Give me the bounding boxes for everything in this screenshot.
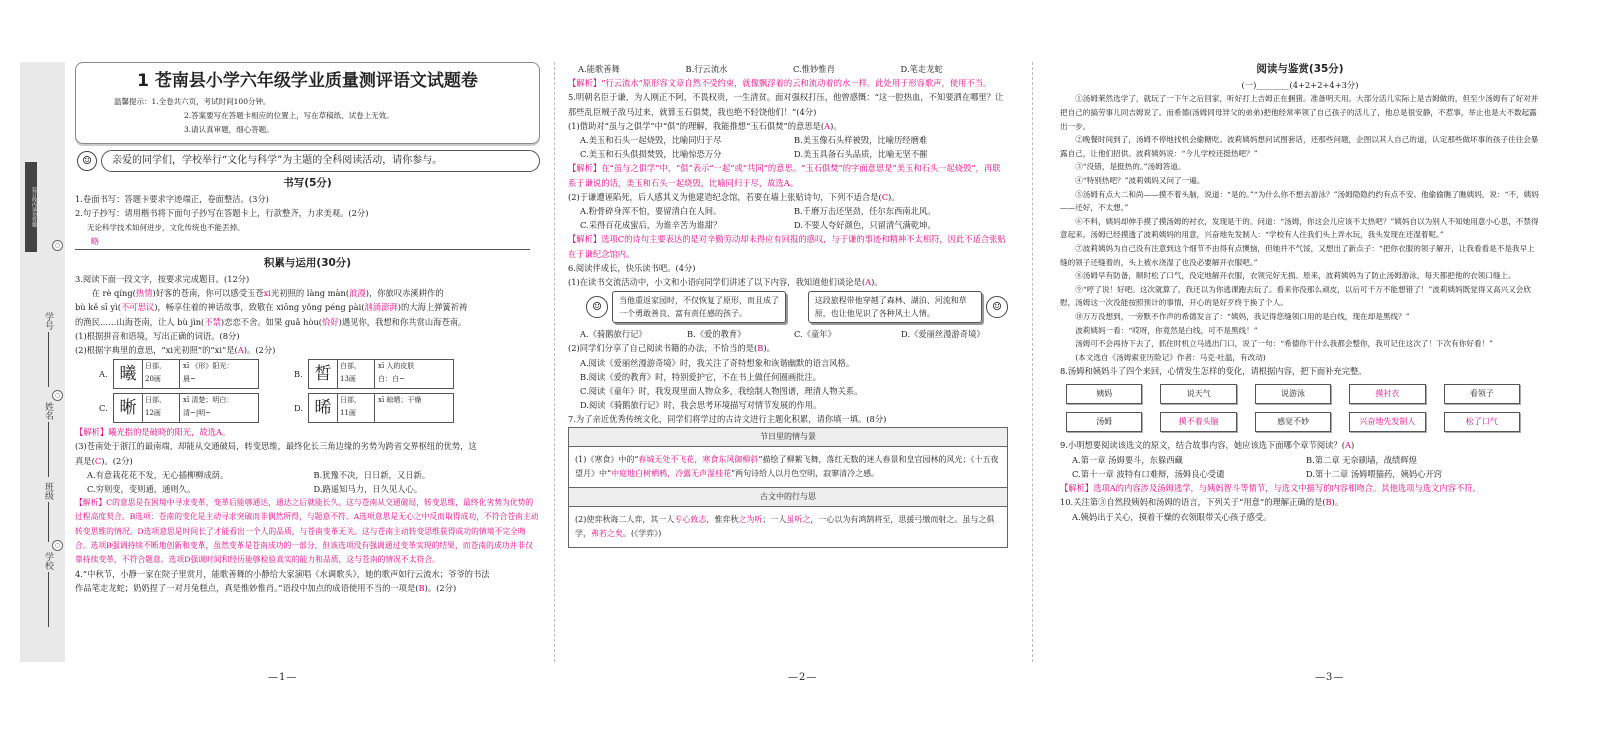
question-text: (1)在读书交流活动中，小文和小语向同学们讲述了以下内容，我知道他们谈论是(	[568, 277, 866, 288]
question-4	[75, 581, 540, 595]
q3-options	[75, 468, 540, 496]
option[interactable]: C.阅读《童年》时，我发现里面人物众多，我绘制人物图谱，理清人物关系。	[580, 386, 863, 397]
answer[interactable]: 中庭地白树栖鸦，冷露无声湿桂花	[611, 468, 732, 478]
answer[interactable]: 不禁	[204, 316, 221, 327]
binding-hole: ○	[52, 240, 63, 251]
question-text: (2)根据字典里的意思，“xi光初照”的“xi”是(	[75, 345, 238, 356]
answer[interactable]: 虽听之	[786, 514, 811, 524]
handwriting-answer: 略	[91, 236, 99, 246]
tip-line: 温馨提示：1.全卷共六页，考试时间100分钟。	[114, 97, 271, 106]
question-text: )。(2分)	[424, 583, 457, 594]
dict-def: xī 《形》阳光：	[183, 362, 234, 371]
dict-info: 日部，	[145, 362, 166, 371]
question-text: )。(2分)	[101, 455, 133, 466]
speech-bubbles	[568, 291, 1008, 323]
word-box-answer[interactable]: 摸不着头脑	[1160, 412, 1236, 432]
answer[interactable]: A	[1344, 440, 1351, 451]
question-text: 真是(	[75, 455, 95, 466]
dict-char: 皙	[309, 360, 338, 388]
option[interactable]: A.姨妈出于关心，摸着干燥的衣领眼带关心孩子感受。	[1072, 511, 1272, 522]
speech-bubble-right: 这段旅程带他穿越了森林、湖泊、河流和草原，也让他见识了各种风土人情。	[808, 291, 982, 323]
page-2	[568, 62, 1008, 662]
q6-1-options	[568, 327, 1008, 341]
dict-info: 白部，	[340, 362, 361, 371]
q4-options	[568, 62, 1008, 76]
dict-def: 白：白~	[378, 375, 405, 384]
option[interactable]: A.有意栽花花不发，无心插柳柳成荫。	[87, 469, 229, 480]
title-box	[75, 62, 540, 144]
school-label: 学校	[43, 552, 53, 570]
word-box-answer[interactable]: 兴奋地先发制人	[1349, 412, 1425, 432]
reading-subtitle: (一)________(4+2+2+4+3分)	[1241, 80, 1359, 91]
table-header: 节日里的情与景	[569, 427, 1008, 446]
q3-2-explanation: 【解析】曦光指的是破晓的阳光，故选A。	[75, 427, 231, 438]
option[interactable]: D.美玉具备石头品质，比喻无坚不摧	[794, 149, 928, 160]
table-text: ，惟弈秋	[706, 514, 739, 524]
option[interactable]: B.第二章 无奈刷墙，战绩辉煌	[1306, 454, 1417, 465]
option[interactable]: C.美玉和石头俱损焚毁，比喻惊恐万分	[580, 149, 722, 160]
tip-line: 3.请认真审题，细心答题。	[184, 125, 274, 134]
word-box-answer[interactable]: 摸衬衣	[1349, 384, 1425, 404]
table-row	[569, 446, 1008, 487]
q6-2-options	[568, 356, 1008, 413]
table-row	[569, 506, 1008, 547]
question-5: 5.明朝名臣于谦，为人刚正不阿，不畏权贵，一生清贫。面对强权打压，他曾感慨：“这一腔热血，不知要洒在哪里？让那些乱臣贼子敌马过来，就算玉石俱焚，我也绝不轻饶他们！”(4分)	[568, 92, 1004, 117]
option-label: D.	[294, 403, 303, 414]
answer[interactable]: 弗若之矣	[591, 528, 623, 538]
dict-info: 20画	[145, 375, 161, 384]
dict-char: 晰	[114, 394, 143, 422]
class-label: 班级	[43, 482, 53, 500]
question-10	[1060, 495, 1540, 509]
reading-paragraph: ⑧汤姆早有防备，顺时松了口气，没定地解开衣服，衣领完好无损。原来，波莉姨妈为了防止汤姆游泳，每天都把他的衣领口缝上。	[1075, 271, 1516, 281]
q6-sub-2	[568, 341, 1008, 355]
dict-info: 日部，	[145, 396, 166, 405]
q3-passage	[75, 300, 540, 314]
passage-text: )的大海上弹簧祈祷	[397, 302, 468, 313]
option[interactable]: C.采得百花成蜜后，为谁辛苦为谁甜？	[580, 220, 722, 231]
class-line[interactable]	[48, 502, 49, 542]
option[interactable]: B.行云流水	[685, 64, 728, 74]
id-line[interactable]	[48, 332, 49, 387]
option[interactable]: B.《爱的教育》	[687, 329, 746, 340]
q6-sub-1	[568, 275, 1008, 289]
boy-face-icon: ☺	[586, 296, 608, 318]
answer[interactable]: A	[865, 277, 872, 288]
option[interactable]: A.《骑鹅旅行记》	[580, 329, 647, 340]
dict-char: 晞	[309, 394, 338, 422]
reading-paragraph: 汤姆可不会再待下去了，抓住时机立马逃出门口，说了一句：“希德你干什么我都会整你，我可记住这次了！下次有你好看！”	[1075, 339, 1494, 349]
poetry-table	[568, 427, 1008, 548]
option[interactable]: D.路遥知马力，日久见人心。	[313, 484, 423, 495]
passage-text: 的渔民……山海苍南，让人 bù jìn(	[75, 316, 205, 327]
answer[interactable]: C	[94, 455, 102, 466]
dict-info: 12画	[145, 409, 161, 418]
q9-options	[1060, 453, 1540, 481]
page-divider	[1032, 62, 1033, 662]
question-6: 6.阅读伴成长，快乐读书吧。(4分)	[568, 262, 696, 273]
option[interactable]: B.美玉像石头样被毁，比喻历经磨难	[794, 135, 928, 146]
option-label: B.	[294, 369, 303, 380]
answer[interactable]: B	[757, 343, 764, 354]
binding-hole: ○	[52, 390, 63, 401]
q3-sub-2	[75, 343, 540, 357]
section-use-title: 积累与运用(30分)	[263, 256, 352, 269]
q9-explanation: 【解析】选项A的内容涉及汤姆逃学，与姨妈智斗等情节，与选文中描写的内容相吻合。其他选项与选文内容不符。	[1060, 483, 1481, 494]
option[interactable]: A.第一章 汤姆要斗，东躲西藏	[1072, 454, 1183, 465]
answer[interactable]: 汹涌澎湃	[364, 302, 398, 313]
intro-callout	[75, 150, 540, 172]
question-text: )	[1350, 440, 1355, 451]
table-text: ”描绘了柳絮飞舞，落红无数的迷人春景和皇宫园林的风光；《十五夜望月》中“	[575, 454, 999, 478]
word-box: 看领子	[1444, 384, 1520, 404]
speech-bubble-left: 当他重返家园时，不仅恢复了原形，而且成了一个勇敢善良、富有责任感的孩子。	[612, 291, 786, 323]
table-text: ；一人	[762, 514, 787, 524]
school-line[interactable]	[48, 572, 49, 627]
tip-line: 2.答案要写在答题卡相应的位置上，写在草稿纸、试卷上无效。	[184, 111, 394, 120]
table-text: ，一心以为有鸿鹄将至，思援弓缴而射之。虽与之俱学，	[575, 514, 995, 538]
answer[interactable]: 春城无处不飞花，寒食东风御柳斜	[638, 454, 759, 464]
name-label: 姓名	[43, 402, 53, 420]
dict-info: 11画	[340, 409, 356, 418]
copy-sentence: 无论科学技术如何进步，文化传统也不能丢掉。	[87, 222, 245, 232]
question-text: (2)于谦遭诬陷死，后人感其义为他建造纪念馆，若要在墙上张贴诗句，下列不适合是(	[568, 191, 882, 202]
option[interactable]: D.阅读《骑鹅旅行记》时，我会思考环境描写对情节发展的作用。	[580, 400, 822, 411]
option[interactable]: C.穷则变，变则通，通则久。	[87, 484, 196, 495]
q3-passage	[75, 315, 540, 329]
binding-margin	[20, 62, 65, 662]
girl-face-icon: ☺	[986, 296, 1008, 318]
answer[interactable]: A	[824, 120, 831, 131]
passage-text: 光初照的 làng màn(	[270, 288, 350, 299]
question-7: 7.为了亲近优秀传统文化，同学们将学过的古诗文进行主题化积累，请你填一填。(8分)	[568, 414, 887, 425]
dict-option[interactable]	[99, 359, 284, 389]
dict-def: xī 清楚；明白：	[183, 396, 234, 405]
passage-text: 在 rè qíng(	[91, 288, 136, 299]
page-number: —3—	[1315, 672, 1345, 683]
answer[interactable]: 热情	[135, 288, 153, 299]
option[interactable]: A.粉骨碎身浑不怕，要留清白在人间。	[580, 206, 722, 217]
question-9	[1060, 438, 1540, 452]
reading-source: (本文选自《汤姆索亚历险记》作者：马克·吐温，有改动)	[1075, 352, 1266, 362]
table-header: 古文中的行与思	[569, 487, 1008, 506]
q3-passage	[75, 286, 540, 300]
answer[interactable]: B	[1325, 497, 1332, 508]
passage-text: )好客的苍南，你可以感受玉苍	[152, 288, 264, 299]
page-3	[1060, 62, 1540, 662]
page-number: —1—	[268, 672, 298, 683]
table-text: 。(《学弈》)	[623, 528, 662, 538]
question-text: )。	[888, 191, 900, 202]
q5-sub-1	[568, 119, 1008, 133]
question-text: 10.关注第③自然段姨妈和汤姆的语言，下列关于“用意”的理解正确的是(	[1060, 497, 1326, 508]
answer[interactable]: 恰好	[322, 316, 339, 327]
question-text: )。	[871, 277, 883, 288]
question-8: 8.汤姆和姨妈斗了四个来回，心情发生怎样的变化，请根据内容，把下面补充完整。	[1060, 366, 1367, 377]
option[interactable]: A.美玉和石头一起烧毁，比喻同归于尽	[580, 135, 722, 146]
question-text: 作品笔走龙蛇；奶奶捏了一对月兔糕点，真是惟妙惟肖。”语段中加点的成语使用不当的一项是(	[75, 583, 419, 594]
option[interactable]: C.《童年》	[794, 329, 836, 340]
reading-paragraph: ④“特别热吧？”波莉姨妈又问了一遍。	[1075, 175, 1205, 185]
option[interactable]: A.能歌善舞	[578, 64, 620, 74]
question-1: 1.卷面书写：答题卡要求字迹端正，卷面整洁。(3分)	[75, 194, 269, 205]
dict-def: xī 人的皮肤	[378, 362, 415, 371]
option-label: C.	[99, 403, 108, 414]
option[interactable]: B.犹豫不决，日日新，又日新。	[313, 469, 431, 480]
page-divider	[554, 62, 555, 662]
table-text: (1)《寒食》中的“	[575, 454, 639, 464]
reading-paragraph: ⑩万万没想到，一旁默不作声的希德发言了：“姨妈，我记得您缝领口用的是白线，现在却是黑线？”	[1075, 311, 1410, 321]
question-text: (1)借助对“虽与之俱学”中“俱”的理解，我能推想“玉石俱焚”的意思是(	[568, 120, 825, 131]
option[interactable]: D.不要人夸好颜色，只留清气满乾坤。	[794, 220, 936, 231]
question-text: 9.小明想要阅读该选文的原文，结合故事内容，她应该选下面哪个章节阅读？(	[1060, 440, 1345, 451]
q3-sub-1: (1)根据拼音和语境，写出正确的词语。(8分)	[75, 330, 240, 341]
question-text: (2)同学们分享了自己阅读书籍的办法，不恰当的是(	[568, 343, 758, 354]
option[interactable]: B.千磨万击还坚劲，任尔东西南北风。	[794, 206, 936, 217]
binding-hole: ○	[52, 540, 63, 551]
reading-paragraph: ③“没错，是挺热的。”汤姆答道。	[1075, 162, 1186, 172]
dictionary-options	[99, 359, 540, 423]
page-number: —2—	[788, 672, 818, 683]
passage-text: )恋恋不舍。如果 guǎ hòu(	[220, 316, 323, 327]
id-label: 学号	[43, 312, 53, 330]
word-box: 感觉不妙	[1255, 412, 1331, 432]
q4-explanation: 【解析】“行云流水”原形容文章自然不受约束，就像飘浮着的云和流动着的水一样。此处用于形容歌声，使用不当。	[568, 78, 992, 89]
q5-sub-2	[568, 190, 1008, 204]
page-1	[75, 62, 540, 662]
reading-paragraph: ⑥不料，姨妈却伸手摸了摸汤姆的衬衣，发现是干的。问道：“汤姆，你这会儿应该不太热吧？”姨妈自以为别人不知她用意小心思，不禁得意起来。汤姆已经摸透了波莉姨妈的用意，兴奋地先发制人：“学校有人往我们头上弄水玩，我头发现在还湿着呢。”	[1060, 216, 1539, 240]
option[interactable]: C.第十一章 波特有口难辩，汤姆良心受谴	[1072, 468, 1225, 479]
option-label: A.	[99, 369, 108, 380]
table-text: ”两句诗给人以月色空明，寂寥清冷之感。	[731, 468, 880, 478]
answer[interactable]: B	[418, 583, 425, 594]
question-text: )。(2分)	[243, 345, 276, 356]
q3-3-explanation: 【解析】C的意思是在困境中寻求变革，变革后能够通达，通达之后就能长久。这与苍南从交通破局，转变思维，最终化劣势为优势的过程高度契合。B选项：苍南的变化是主动寻求突破而非偶然所得，与题意不符。A选项意思是无心之中反而取得成功，不符合苍南主动转变思维的情况。D选项意思是时间长了才能看出一个人的品质，与苍南变革无关。这与苍南主动转变思维获得成功的情境不完全吻合。选项B强调持续不断地创新和变革，虽然变革是苍南成功的一部分，但该选项没有强调通过变革实现的结果，而苍南的成功并非仅靠持续变革，不符合题意。选项D强调时间和经历能够检验真实的能力和品质，这与苍南的情况不太符合。	[75, 498, 539, 565]
dict-def: 晨~	[183, 375, 196, 384]
word-box: 说天气	[1160, 384, 1236, 404]
passage-text: bù kě sī yì(	[75, 302, 121, 313]
reading-paragraph: ⑨“哼了说！好吧。这次就算了，我还以为你逃课跑去玩了。看来你没那么顽皮，以后可千万不能想错了！”波莉姨妈既觉得又高兴又会欣慰，汤姆这一次没能按照预计的事情，开心的是好歹终于换了个人。	[1060, 284, 1531, 308]
intro-text: 亲爱的同学们，学校举行“文化与科学”为主题的全科阅读活动，请你参与。	[101, 150, 540, 172]
answer[interactable]: 之为听	[738, 514, 763, 524]
question-4: 4.“中秋节，小静一家在院子里赏月，能歌善舞的小静给大家演唱《水调歌头》，她的歌声如行云流水；爷爷的书法	[75, 569, 490, 580]
reading-paragraph: ①汤姆莱然选学了，就玩了一下午之后回家，听好打上吉姆正在捆猪。准备明天用。大部分活儿实际上是吉姆做的，但至少汤姆有了好对并把自己的搞劳事儿同吉姆说了。而希德(汤姆同母异父的弟弟)把他经常率领了自己孩子的活儿了，他总是很安静，不惹事，举止也是大不数起露出一步。	[1060, 94, 1539, 131]
dict-option[interactable]	[99, 393, 284, 423]
question-3: 3.阅读下面一段文字，按要求完成题目。(12分)	[75, 274, 250, 285]
question-text: )。	[830, 120, 842, 131]
q8-word-boxes	[1066, 384, 1520, 432]
passage-text: )，你旅叹赤溪耕作的	[365, 288, 444, 299]
option[interactable]: D.第十二章 汤姆喂猫药，姨妈心开窍	[1306, 468, 1443, 479]
answer[interactable]: A	[237, 345, 244, 356]
section-reading-title: 阅读与鉴赏(35分)	[1256, 63, 1344, 75]
handwriting-line[interactable]	[75, 235, 530, 250]
answer[interactable]: 浪漫	[349, 288, 366, 299]
question-text: )。	[1331, 497, 1344, 508]
exam-title: 1 苍南县小学六年级学业质量测评语文试题卷	[137, 71, 478, 91]
dict-option[interactable]	[294, 359, 479, 389]
q3-sub-3: (3)苍南处于浙江的最南端，却能从交通破局，转变思维，最终化长三角边缘的劣势为跨省交界枢纽的优势，这	[75, 441, 477, 452]
answer[interactable]: xi	[263, 288, 271, 299]
option[interactable]: D.《爱丽丝漫游奇境》	[901, 329, 985, 340]
reading-paragraph: ⑤汤姆有点大二和尚——摸不着头脑，说道：“是的。”“为什么你不想去游泳？”汤姆隐隐约约有点不安。他偷偷瞧了瞧姨妈，说：“不，姨妈——还好，不太想。”	[1060, 189, 1539, 213]
answer[interactable]: 不可思议	[121, 302, 155, 313]
section-writing-title: 书写(5分)	[283, 177, 332, 189]
dict-info: 日部，	[340, 396, 361, 405]
reading-paragraph: ⑦波莉姨妈为自己没有注意到这个细节不由得有点懊恼，但她并不气馁，又想出了新点子：“把你衣服的领子解开，让我看看是不是我早上缝的领子还缝着的，头上被水浇湿了也没必要解开衣服吧。”	[1060, 243, 1535, 267]
dict-info: 13画	[340, 375, 356, 384]
table-text: (2)使弈秋诲二人弈，其一人	[575, 514, 675, 524]
option[interactable]: A.阅读《爱丽丝漫游奇境》时，我关注了奇特想象和诙谐幽默的语言风格。	[580, 357, 855, 368]
dict-def: 清~|明~	[183, 409, 212, 418]
dict-char: 曦	[114, 360, 143, 388]
reading-paragraph: ②晚餐时间到了，汤姆不停地找机会偷糖吃。波莉姨妈想问试图套话，还那些问题，企图以其人自己的道，认定那些做坏事的孩子往往会暴露自己，让他们招供。波莉姨妈说：“今儿学校还挺热吧？”	[1060, 135, 1539, 158]
q5-2-explanation: 【解析】选项C的诗句主要表达的是对辛勤劳动却未得应有回报的感叹，与于谦的事迹和精神不太相符，因此不适合张贴在于谦纪念馆内。	[568, 234, 1006, 259]
word-box-answer[interactable]: 松了口气	[1444, 412, 1520, 432]
passage-text: )，畅享住着的神话故事，致敬在 xiōng yǒng péng pài(	[154, 302, 365, 313]
word-box: 说游泳	[1255, 384, 1331, 404]
word-box: 汤姆	[1066, 412, 1142, 432]
q3-sub-3	[75, 454, 540, 468]
q5-2-options	[568, 204, 1008, 232]
student-face-icon: ☺	[77, 151, 97, 171]
question-text: )。	[763, 343, 775, 354]
answer[interactable]: 专心致志	[674, 514, 707, 524]
option[interactable]: B.阅读《爱的教育》时，特别爱护它，不在书上做任何圈画批注。	[580, 371, 822, 382]
q5-1-explanation: 【解析】在“虽与之俱学”中，“俱”表示“一起”或“共同”的意思。“玉石俱焚”的字面意思是“美玉和石头一起烧毁”，再联系于谦说的话，美玉和石头一起烧毁，比喻同归于尽，故选A。	[568, 163, 1001, 188]
passage-text: )遇见你，我想和你共赏山海苍南。	[338, 316, 467, 327]
name-line[interactable]	[48, 422, 49, 477]
binding-notice: 装订线内请勿答题	[25, 162, 37, 252]
word-box: 姨妈	[1066, 384, 1142, 404]
dict-def: xī 晾晒；干燥	[378, 396, 422, 405]
answer[interactable]: C	[881, 191, 889, 202]
question-2: 2.句子抄写：请用楷书将下面句子抄写在答题卡上，行款整齐，力求美观。(2分)	[75, 208, 369, 219]
reading-paragraph: 波莉姨妈一看：“哎呀，你竟然是白线，可不是黑线！”	[1075, 325, 1258, 335]
q5-1-options	[568, 133, 1008, 161]
option[interactable]: D.笔走龙蛇	[900, 64, 943, 74]
option[interactable]: C.惟妙惟肖	[793, 64, 835, 74]
dict-option[interactable]	[294, 393, 479, 423]
